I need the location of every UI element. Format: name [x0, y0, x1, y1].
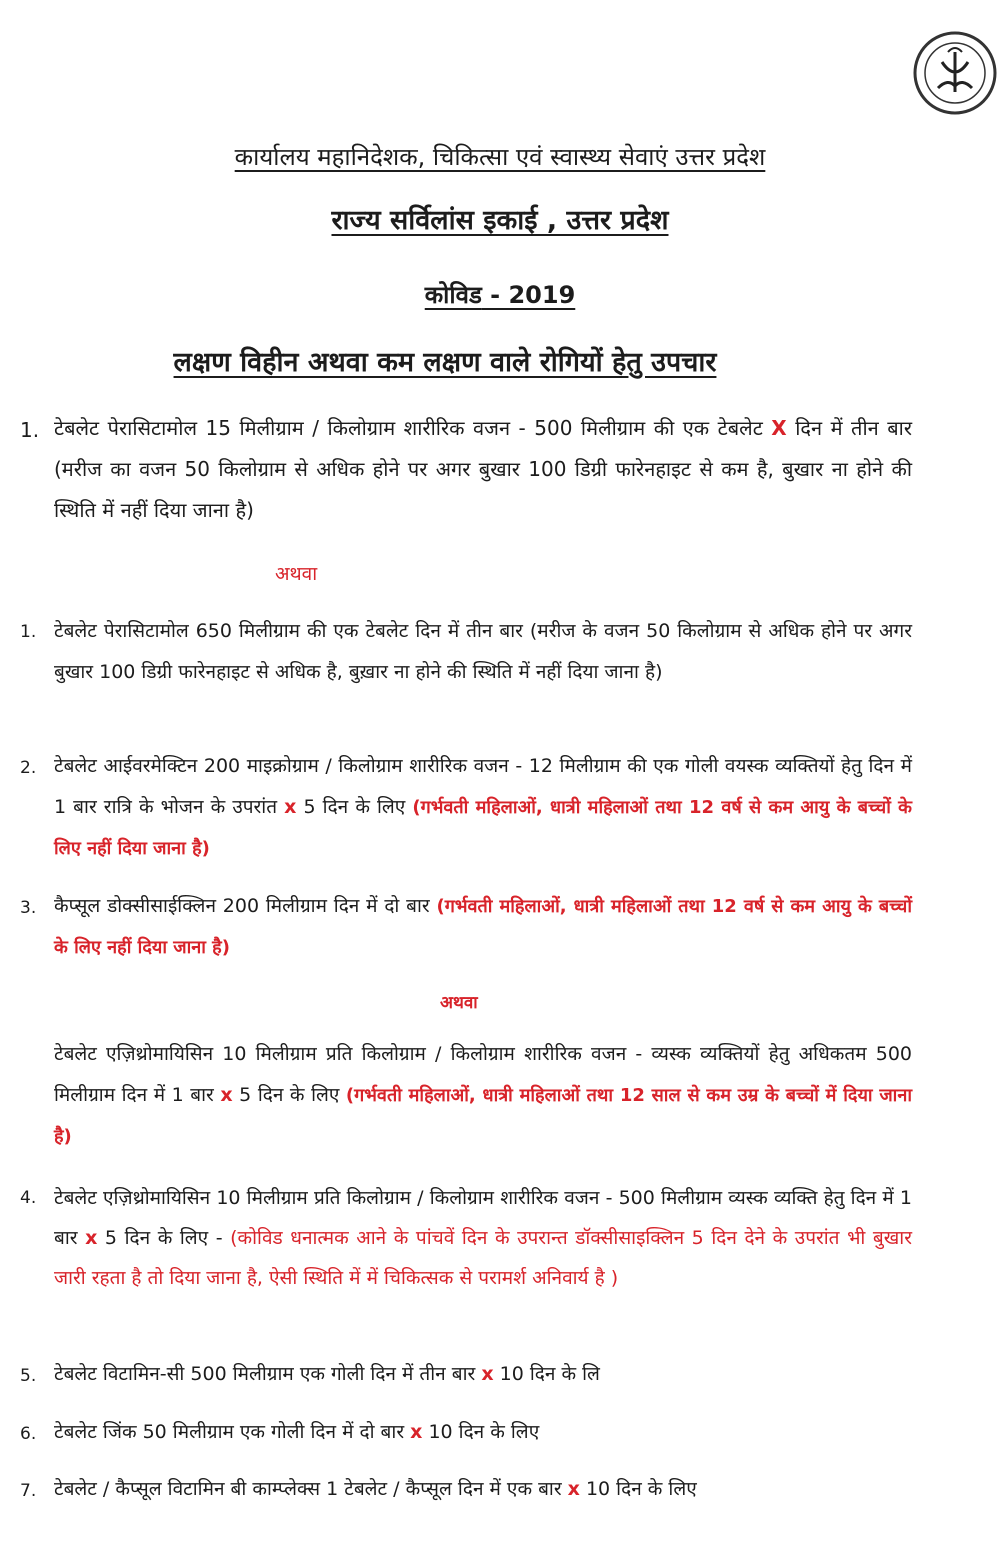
item-number: 7.: [20, 1481, 37, 1501]
item-text: टेबलेट विटामिन-सी 500 मिलीग्राम एक गोली दिन में तीन बार: [54, 1363, 482, 1385]
times-marker: x: [85, 1227, 98, 1249]
caution-text: (गर्भवती महिलाओं, धात्री महिलाओं तथा 12 वर्ष से कम आयु के बच्चों के लिए नहीं दिया जाना है): [54, 797, 912, 859]
times-marker: x: [481, 1363, 494, 1385]
item-text: 10 दिन के लि: [493, 1363, 600, 1385]
item-text: टेबलेट एज़िथ्रोमायिसिन 10 मिलीग्राम प्रति किलोग्राम / किलोग्राम शारीरिक वजन - व्यस्क व्यक्तियों हेतु अधिकतम 500 मिलीग्राम दिन में 1 बार: [54, 1043, 912, 1106]
item-text: 5 दिन के लिए -: [97, 1227, 231, 1249]
item-number: 6.: [20, 1424, 37, 1444]
times-marker: x: [284, 796, 297, 818]
list-item-paracetamol-15mg: [54, 408, 912, 531]
item-text: टेबलेट / कैप्सूल विटामिन बी काम्प्लेक्स 1 टेबलेट / कैप्सूल दिन में एक बार: [54, 1478, 568, 1500]
item-text: कैप्सूल डोक्सीसाईक्लिन 200 मिलीग्राम दिन में दो बार: [54, 895, 437, 917]
up-government-seal-icon: [912, 30, 998, 116]
times-marker: X: [771, 416, 787, 440]
item-text: 10 दिन के लिए: [579, 1478, 697, 1500]
unit-heading: राज्य सर्विलांस इकाई , उत्तर प्रदेश: [331, 205, 669, 236]
caution-text: (गर्भवती महिलाओं, धात्री महिलाओं तथा 12 साल से कम उम्र के बच्चों में दिया जाना है): [54, 1085, 912, 1147]
covid-heading: [0, 278, 1000, 311]
item-text: टेबलेट पेरासिटामोल 15 मिलीग्राम / किलोग्राम शारीरिक वजन - 500 मिलीग्राम की एक टेबलेट: [54, 416, 772, 440]
item-text: 10 दिन के लिए: [422, 1421, 540, 1443]
times-marker: x: [567, 1478, 580, 1500]
item-number: 4.: [20, 1188, 37, 1208]
caution-text: (गर्भवती महिलाओं, धात्री महिलाओं तथा 12 वर्ष से कम आयु के बच्चों के लिए नहीं दिया जाना है): [54, 896, 912, 958]
list-item-zinc: [54, 1412, 912, 1453]
covid-year: - 2019: [481, 281, 576, 309]
item-number: 1.: [20, 418, 40, 442]
office-heading: कार्यालय महानिदेशक, चिकित्सा एवं स्वास्थ्य सेवाएं उत्तर प्रदेश: [234, 143, 766, 171]
item-number: 1.: [20, 622, 37, 642]
caution-text: (कोविड धनात्मक आने के पांचवें दिन के उपरान्त डॉक्सीसाइक्लिन 5 दिन देने के उपरांत भी बुखार जारी रहता है तो दिया जाना है, ऐसी स्थिति में में चिकित्सक से परामर्श अनिवार्य है ): [54, 1227, 912, 1289]
item-text: दिन में तीन बार (मरीज का वजन 50 किलोग्राम से अधिक होने पर अगर बुखार 100 डिग्री फारेनहाइट से कम है, बुखार ना होने की स्थिति में नहीं दिया जाना है): [54, 416, 913, 522]
or-divider: अथवा: [440, 993, 478, 1013]
covid-word: कोविड: [424, 281, 482, 309]
item-text: टेबलेट आईवरमेक्टिन 200 माइक्रोग्राम / किलोग्राम शारीरिक वजन - 12 मिलीग्राम की एक गोली वयस्क व्यक्तियों हेतु दिन में 1 बार रात्रि के भोजन के उपरांत: [54, 755, 912, 818]
item-text: 5 दिन के लिए: [296, 796, 413, 818]
list-item-doxycycline: [54, 886, 912, 968]
item-number: 3.: [20, 898, 37, 918]
item-number: 2.: [20, 758, 37, 778]
item-text: 5 दिन के लिए: [232, 1084, 346, 1106]
subject-heading: लक्षण विहीन अथवा कम लक्षण वाले रोगियों हेतु उपचार: [173, 347, 717, 378]
list-item-azithromycin-alt: [54, 1034, 912, 1157]
list-item-vitamin-c: [54, 1354, 912, 1395]
times-marker: x: [410, 1421, 423, 1443]
list-item-vitamin-b-complex: [54, 1469, 912, 1510]
or-divider: अथवा: [275, 563, 318, 585]
times-marker: x: [220, 1084, 233, 1106]
item-text: टेबलेट एज़िथ्रोमायिसिन 10 मिलीग्राम प्रति किलोग्राम / किलोग्राम शारीरिक वजन - 500 मिलीग्राम व्यस्क व्यक्ति हेतु दिन में 1 बार: [54, 1187, 912, 1249]
list-item-paracetamol-650mg: टेबलेट पेरासिटामोल 650 मिलीग्राम की एक टेबलेट दिन में तीन बार (मरीज के वजन 50 किलोग्राम से अधिक होने पर अगर बुखार 100 डिग्री फारेनहाइट से अधिक है, बुख़ार ना होने की स्थिति में नहीं दिया जाना है): [54, 620, 912, 683]
list-item-ivermectin: [54, 746, 912, 869]
item-number: 5.: [20, 1366, 37, 1386]
item-text: टेबलेट जिंक 50 मिलीग्राम एक गोली दिन में दो बार: [54, 1421, 411, 1443]
list-item-azithromycin: [54, 1178, 912, 1298]
